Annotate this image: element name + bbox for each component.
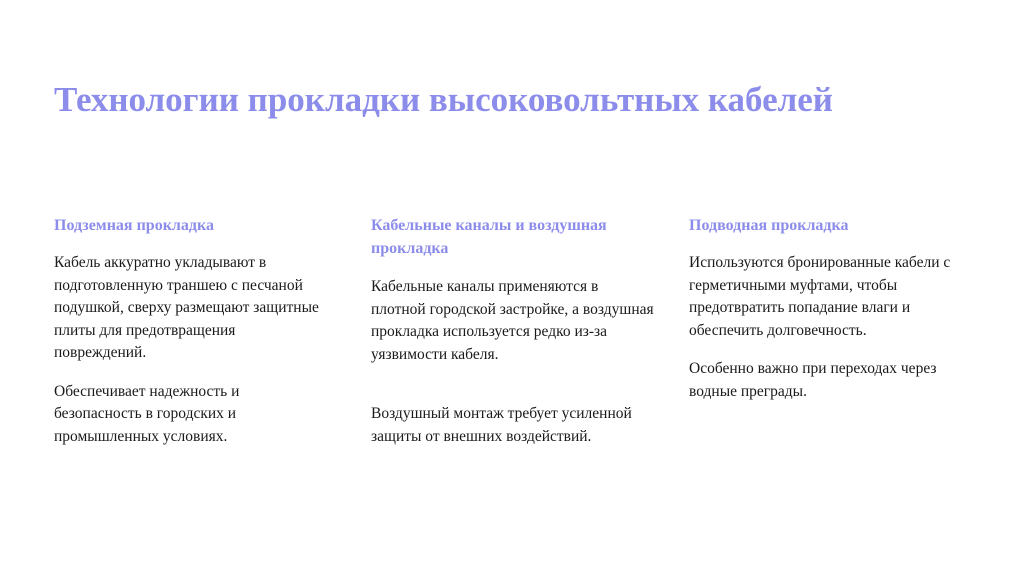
column-heading: Подземная прокладка [54, 217, 214, 234]
slide-title: Технологии прокладки высоковольтных кабелей [54, 80, 833, 119]
column-underwater-laying [689, 214, 979, 403]
column-paragraph: Используются бронированные кабели с герметичными муфтами, чтобы предотвратить попадание влаги и обеспечить долговечность. [689, 254, 951, 339]
column-paragraph: Воздушный монтаж требует усиленной защиты от внешних воздействий. [371, 405, 632, 445]
column-paragraph: Кабельные каналы применяются в плотной городской застройке, а воздушная прокладка используется редко из-за уязвимости кабеля. [371, 278, 654, 363]
column-paragraph: Особенно важно при переходах через водные преграды. [689, 360, 937, 400]
column-heading: Подводная прокладка [689, 217, 849, 234]
column-paragraph: Кабель аккуратно укладывают в подготовленную траншею с песчаной подушкой, сверху размещают защитные плиты для предотвращения повреждений. [54, 254, 319, 361]
column-cable-channels-and-aerial-laying [371, 214, 656, 448]
column-paragraph: Обеспечивает надежность и безопасность в городских и промышленных условиях. [54, 382, 240, 445]
column-heading: Кабельные каналы и воздушная прокладка [371, 217, 607, 257]
column-underground-laying [54, 214, 324, 448]
